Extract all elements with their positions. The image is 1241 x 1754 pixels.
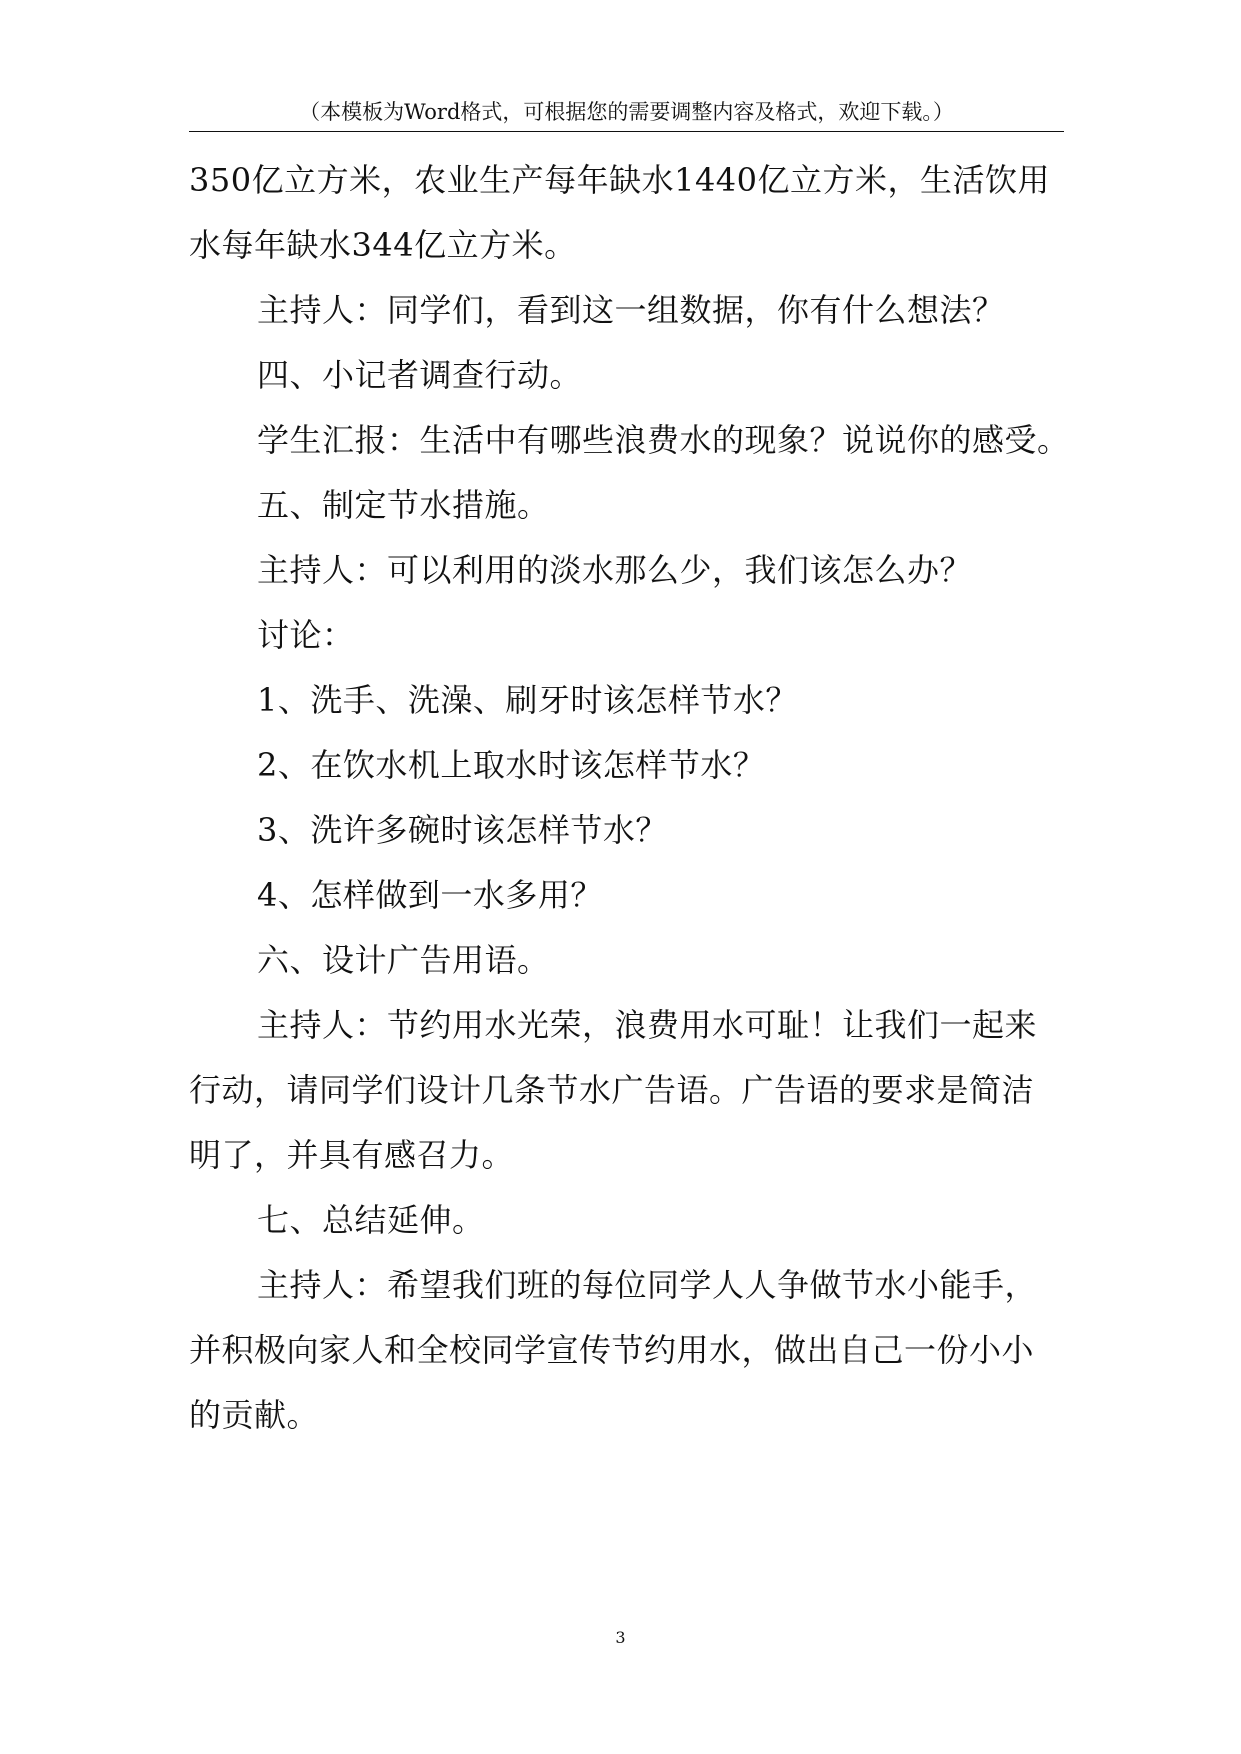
discussion-item: 4、怎样做到一水多用？ — [257, 876, 603, 914]
section-heading-4: 四、小记者调查行动。 — [257, 356, 583, 394]
discussion-item: 1、洗手、洗澡、刷牙时该怎样节水？ — [257, 681, 798, 719]
page-number: 3 — [615, 1628, 626, 1647]
paragraph-line: 水每年缺水344亿立方米。 — [189, 226, 577, 264]
paragraph-line: 行动，请同学们设计几条节水广告语。广告语的要求是简洁 — [189, 1071, 1035, 1109]
section-heading-7: 七、总结延伸。 — [257, 1201, 485, 1239]
discussion-label: 讨论： — [257, 616, 355, 654]
paragraph-line: 350亿立方米，农业生产每年缺水1440亿立方米，生活饮用 — [189, 161, 1051, 199]
paragraph-line: 并积极向家人和全校同学宣传节约用水，做出自己一份小小 — [189, 1331, 1035, 1369]
template-header-note: （本模板为Word格式，可根据您的需要调整内容及格式，欢迎下载。） — [299, 100, 954, 124]
header-divider — [189, 131, 1064, 132]
paragraph-line: 主持人：节约用水光荣，浪费用水可耻！让我们一起来 — [257, 1006, 1038, 1044]
host-question-line: 主持人：同学们，看到这一组数据，你有什么想法？ — [257, 291, 1005, 329]
host-question-line: 主持人：可以利用的淡水那么少，我们该怎么办？ — [257, 551, 973, 589]
paragraph-line: 主持人：希望我们班的每位同学人人争做节水小能手， — [257, 1266, 1038, 1304]
paragraph-line: 明了，并具有感召力。 — [189, 1136, 515, 1174]
section-heading-5: 五、制定节水措施。 — [257, 486, 550, 524]
student-report-line: 学生汇报：生活中有哪些浪费水的现象？说说你的感受。 — [257, 421, 1070, 459]
discussion-item: 3、洗许多碗时该怎样节水？ — [257, 811, 668, 849]
paragraph-line: 的贡献。 — [189, 1396, 320, 1434]
discussion-item: 2、在饮水机上取水时该怎样节水？ — [257, 746, 766, 784]
section-heading-6: 六、设计广告用语。 — [257, 941, 550, 979]
document-body — [189, 148, 1070, 1448]
